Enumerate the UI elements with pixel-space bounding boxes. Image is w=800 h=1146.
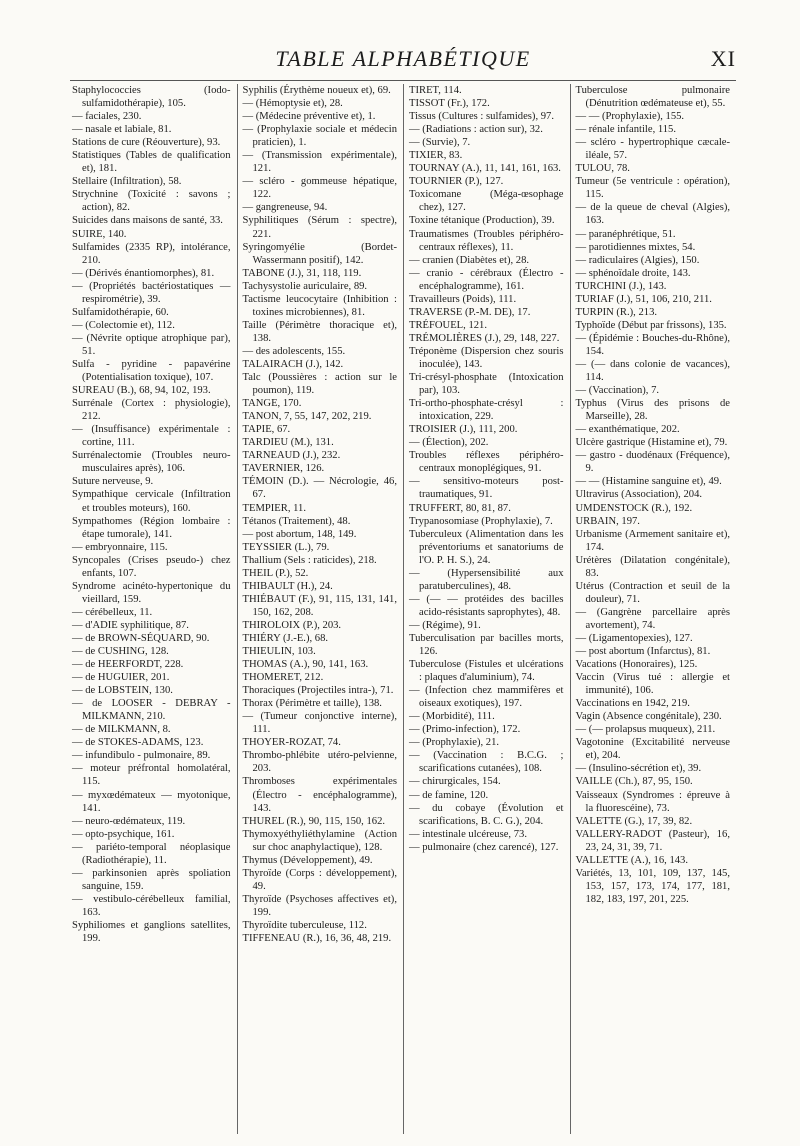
index-entry: — du cobaye (Évolution et scarifications, B. C. G.), 204.: [409, 802, 564, 827]
index-entry: TURCHINI (J.), 143.: [575, 280, 667, 292]
index-entry: TOURNIER (P.), 127.: [409, 176, 504, 188]
index-entry: Suture nerveuse, 9.: [72, 476, 154, 488]
index-entry: Strychnine (Toxicité : savons ; action), 82.: [72, 189, 231, 214]
index-entry: Tuberculose (Fistules et ulcérations : plaques d'aluminium), 74.: [409, 659, 564, 684]
index-column-3: [403, 84, 570, 1134]
index-entry: Taille (Périmètre thoracique et), 138.: [242, 319, 397, 344]
index-entry: — nasale et labiale, 81.: [72, 124, 172, 136]
index-entry: — (Survie), 7.: [409, 137, 471, 149]
index-entry: — neuro-œdémateux, 119.: [72, 815, 186, 827]
index-entry: — de famine, 120.: [409, 789, 489, 801]
index-entry: — (Hémoptysie et), 28.: [242, 98, 343, 110]
index-entry: Thrombo-phlébite utéro-pelvienne, 203.: [242, 750, 397, 775]
index-entry: — (Prophylaxie sociale et médecin praticien), 1.: [242, 124, 397, 149]
index-entry: UMDENSTOCK (R.), 192.: [575, 502, 693, 514]
index-entry: — cranio - cérébraux (Électro - encéphalogramme), 161.: [409, 267, 564, 292]
index-entry: Sympathique cervicale (Infiltration et troubles moteurs), 160.: [72, 489, 231, 514]
index-entry: Vagotonine (Excitabilité nerveuse et), 204.: [575, 737, 730, 762]
index-entry: Thromboses expérimentales (Électro - encéphalogramme), 143.: [242, 776, 397, 814]
index-entry: — (— — protéides des bacilles acido-résistants saprophytes), 48.: [409, 593, 564, 618]
index-entry: — rénale infantile, 115.: [575, 124, 677, 136]
index-column-1: [70, 84, 237, 1134]
index-entry: TIFFENEAU (R.), 16, 36, 48, 219.: [242, 933, 392, 945]
index-entry: — (Insuffisance) expérimentale : cortine, 111.: [72, 424, 231, 449]
index-entry: TROISIER (J.), 111, 200.: [409, 424, 518, 436]
index-entry: Tactisme leucocytaire (Inhibition : toxines microbiennes), 81.: [242, 293, 397, 318]
index-entry: Vaisseaux (Syndromes : épreuve à la fluorescéine), 73.: [575, 789, 730, 814]
index-entry: Tuberculose pulmonaire (Dénutrition œdémateuse et), 55.: [575, 85, 730, 110]
index-entry: — (Élection), 202.: [409, 437, 489, 449]
index-entry: Typhus (Virus des prisons de Marseille), 28.: [575, 398, 730, 423]
index-entry: THOMAS (A.), 90, 141, 163.: [242, 659, 369, 671]
index-entry: — (Infection chez mammifères et oiseaux exotiques), 197.: [409, 685, 564, 710]
index-entry: — parotidiennes mixtes, 54.: [575, 241, 696, 253]
index-entry: — (Prophylaxie), 21.: [409, 737, 500, 749]
index-entry: Sulfa - pyridine - papavérine (Potentialisation toxique), 107.: [72, 358, 231, 384]
index-entry: — gastro - duodénaux (Fréquence), 9.: [575, 450, 730, 475]
index-entry: Thyroïdite tuberculeuse, 112.: [242, 920, 367, 931]
index-entry: Syphilis (Érythème noueux et), 69.: [242, 85, 391, 96]
index-entry: TRUFFERT, 80, 81, 87.: [409, 502, 511, 514]
index-entry: Thymus (Développement), 49.: [242, 854, 373, 866]
index-entry: TANON, 7, 55, 147, 202, 219.: [242, 411, 372, 423]
index-entry: — (Névrite optique atrophique par), 51.: [72, 332, 231, 357]
index-entry: Thyroïde (Psychoses affectives et), 199.: [242, 893, 397, 918]
index-entry: Ulcère gastrique (Histamine et), 79.: [575, 437, 728, 449]
index-entry: VALLETTE (A.), 16, 143.: [575, 854, 688, 866]
index-entry: Typhoïde (Début par frissons), 135.: [575, 319, 727, 331]
index-entry: — (Primo-infection), 172.: [409, 724, 521, 736]
index-entry: — (Transmission expérimentale), 121.: [242, 150, 397, 175]
index-entry: — sphénoïdale droite, 143.: [575, 267, 691, 279]
index-entry: TALAIRACH (J.), 142.: [242, 358, 344, 370]
index-entry: THIÉRY (J.-E.), 68.: [242, 632, 329, 644]
index-entry: — de BROWN-SÉQUARD, 90.: [72, 632, 210, 644]
header-rule: [70, 80, 736, 81]
index-entry: — (Gangrène parcellaire après avortement), 74.: [575, 606, 730, 631]
index-entry: — post abortum, 148, 149.: [242, 528, 357, 540]
index-entry: Syphilitiques (Sérum : spectre), 221.: [242, 215, 397, 240]
index-entry: Vacations (Honoraires), 125.: [575, 659, 698, 671]
index-entry: TRÉFOUEL, 121.: [409, 319, 487, 331]
index-entry: THOYER-ROZAT, 74.: [242, 737, 341, 749]
index-entry: — vestibulo-cérébelleux familial, 163.: [72, 893, 231, 918]
index-entry: — cérébelleux, 11.: [72, 606, 153, 618]
index-entry: — des adolescents, 155.: [242, 345, 346, 357]
index-entry: — pariéto-temporal néoplasique (Radiothérapie), 11.: [72, 841, 231, 866]
index-entry: Travailleurs (Poids), 111.: [409, 293, 517, 305]
index-entry: Talc (Poussières : action sur le poumon), 119.: [242, 372, 397, 397]
index-entry: URBAIN, 197.: [575, 515, 640, 527]
index-entry: TEMPIER, 11.: [242, 502, 306, 514]
index-entry: Variétés, 13, 101, 109, 137, 145, 153, 157, 173, 174, 177, 181, 182, 183, 197, 201, 225.: [575, 867, 730, 905]
index-columns: [70, 84, 736, 1134]
index-entry: Syringomyélie (Bordet-Wassermann positif), 142.: [242, 241, 397, 266]
index-entry: — radiculaires (Algies), 150.: [575, 254, 700, 266]
index-entry: Vaccin (Virus tué : allergie et immunité), 106.: [575, 672, 730, 697]
index-entry: — intestinale ulcéreuse, 73.: [409, 828, 527, 840]
index-entry: Tri-crésyl-phosphate (Intoxication par), 103.: [409, 372, 564, 397]
index-entry: — de HEERFORDT, 228.: [72, 659, 184, 671]
index-entry: — scléro - gommeuse hépatique, 122.: [242, 176, 397, 201]
index-entry: — faciales, 230.: [72, 111, 142, 123]
index-entry: — (Médecine préventive et), 1.: [242, 111, 376, 123]
index-entry: — paranéphrétique, 51.: [575, 228, 676, 240]
index-entry: — scléro - hypertrophique cæcale-iléale, 57.: [575, 137, 730, 162]
index-entry: TURPIN (R.), 213.: [575, 306, 658, 318]
index-entry: SUREAU (B.), 68, 94, 102, 193.: [72, 385, 211, 397]
index-entry: TISSOT (Fr.), 172.: [409, 98, 490, 110]
index-entry: Stations de cure (Réouverture), 93.: [72, 137, 221, 149]
index-entry: TRAVERSE (P.-M. DE), 17.: [409, 306, 531, 318]
index-entry: Thyroïde (Corps : développement), 49.: [242, 867, 397, 892]
index-entry: Thymoxyéthyliéthylamine (Action sur choc anaphylactique), 128.: [242, 828, 397, 853]
index-entry: TAVERNIER, 126.: [242, 463, 325, 475]
index-entry: — (Morbidité), 111.: [409, 711, 495, 723]
index-entry: THIÉBAUT (F.), 91, 115, 131, 141, 150, 162, 208.: [242, 593, 397, 618]
index-entry: — post abortum (Infarctus), 81.: [575, 646, 711, 658]
index-entry: Tuberculeux (Alimentation dans les préventoriums et sanatoriums de l'O. P. H. S.), 24.: [409, 528, 564, 566]
index-entry: TAPIE, 67.: [242, 424, 291, 436]
index-entry: THIEULIN, 103.: [242, 646, 316, 658]
index-entry: — cranien (Diabètes et), 28.: [409, 254, 530, 266]
index-entry: Urétères (Dilatation congénitale), 83.: [575, 554, 730, 579]
index-entry: — (Propriétés bactériostatiques — respirométrie), 39.: [72, 280, 231, 305]
index-entry: Surrénale (Cortex : physiologie), 212.: [72, 398, 231, 423]
index-entry: Traumatismes (Troubles périphéro-centraux réflexes), 11.: [409, 228, 564, 253]
index-column-4: [570, 84, 737, 1134]
index-entry: — sensitivo-moteurs post-traumatiques, 91.: [409, 476, 564, 501]
index-entry: Toxicomane (Méga-œsophage chez), 127.: [409, 189, 564, 214]
index-entry: TULOU, 78.: [575, 163, 630, 175]
index-entry: — chirurgicales, 154.: [409, 776, 501, 788]
index-entry: — (Vaccination : B.C.G. ; scarifications cutanées), 108.: [409, 750, 564, 775]
index-entry: — gangreneuse, 94.: [242, 202, 328, 214]
index-entry: Staphylococcies (Iodo-sulfamidothérapie), 105.: [72, 85, 231, 110]
index-entry: TÉMOIN (D.). — Nécrologie, 46, 67.: [242, 476, 397, 501]
index-entry: — embryonnaire, 115.: [72, 541, 168, 553]
index-entry: — de MILKMANN, 8.: [72, 724, 171, 736]
index-entry: — de LOOSER - DEBRAY - MILKMANN, 210.: [72, 698, 231, 723]
index-entry: Tréponème (Dispersion chez souris inoculée), 143.: [409, 345, 564, 370]
index-entry: — d'ADIE syphilitique, 87.: [72, 619, 189, 631]
index-entry: Sulfamides (2335 RP), intolérance, 210.: [72, 241, 231, 266]
index-entry: Surrénalectomie (Troubles neuro-musculaires après), 106.: [72, 450, 231, 475]
index-entry: TEYSSIER (L.), 79.: [242, 541, 330, 553]
index-entry: Tuberculisation par bacilles morts, 126.: [409, 632, 564, 658]
index-entry: THUREL (R.), 90, 115, 150, 162.: [242, 815, 386, 827]
index-entry: — de STOKES-ADAMS, 123.: [72, 737, 204, 749]
index-entry: — (Ligamentopexies), 127.: [575, 632, 693, 644]
index-entry: TRÉMOLIÈRES (J.), 29, 148, 227.: [409, 332, 560, 344]
index-entry: Stellaire (Infiltration), 58.: [72, 176, 182, 188]
index-entry: Trypanosomiase (Prophylaxie), 7.: [409, 515, 553, 527]
index-entry: Syndrome acinéto-hypertonique du vieillard, 159.: [72, 580, 231, 605]
index-entry: Suicides dans maisons de santé, 33.: [72, 215, 223, 227]
index-entry: — opto-psychique, 161.: [72, 828, 175, 840]
index-entry: — (Insulino-sécrétion et), 39.: [575, 763, 702, 775]
index-entry: — (Hypersensibilité aux paratuberculines), 48.: [409, 567, 564, 592]
index-entry: — — (Histamine sanguine et), 49.: [575, 476, 722, 488]
index-entry: — (Radiations : action sur), 32.: [409, 124, 543, 136]
index-entry: — — (Prophylaxie), 155.: [575, 111, 685, 123]
index-column-2: [237, 84, 404, 1134]
index-entry: Tétanos (Traitement), 48.: [242, 515, 351, 527]
index-entry: — moteur préfrontal homolatéral, 115.: [72, 763, 231, 788]
index-entry: Thoraciques (Projectiles intra-), 71.: [242, 685, 394, 697]
index-entry: — myxœdémateux — myotonique, 141.: [72, 789, 231, 814]
index-entry: Tumeur (5e ventricule : opération), 115.: [575, 176, 730, 201]
index-entry: Tri-ortho-phosphate-crésyl : intoxication, 229.: [409, 398, 564, 423]
page-number: XI: [710, 46, 736, 71]
index-entry: — (Colectomie et), 112.: [72, 319, 175, 331]
index-entry: Statistiques (Tables de qualification et), 181.: [72, 150, 231, 175]
index-entry: THIROLOIX (P.), 203.: [242, 619, 342, 631]
index-entry: TABONE (J.), 31, 118, 119.: [242, 267, 362, 279]
index-entry: — (Tumeur conjonctive interne), 111.: [242, 711, 397, 736]
index-entry: THIBAULT (H.), 24.: [242, 580, 333, 592]
index-entry: — pulmonaire (chez carencé), 127.: [409, 841, 559, 853]
index-entry: Toxine tétanique (Production), 39.: [409, 215, 555, 227]
index-entry: Urbanisme (Armement sanitaire et), 174.: [575, 528, 730, 553]
index-entry: — (— dans colonie de vacances), 114.: [575, 358, 730, 384]
index-entry: Tachysystolie auriculaire, 89.: [242, 280, 368, 292]
index-entry: Utérus (Contraction et seuil de la douleur), 71.: [575, 580, 730, 605]
index-entry: TOURNAY (A.), 11, 141, 161, 163.: [409, 163, 561, 175]
index-entry: TURIAF (J.), 51, 106, 210, 211.: [575, 293, 712, 305]
index-entry: THOMERET, 212.: [242, 672, 324, 684]
index-entry: Thallium (Sels : raticides), 218.: [242, 554, 377, 566]
index-entry: — exanthématique, 202.: [575, 424, 680, 436]
index-entry: Ultravirus (Association), 204.: [575, 489, 703, 501]
index-entry: VALETTE (G.), 17, 39, 82.: [575, 815, 693, 827]
index-entry: SUIRE, 140.: [72, 228, 127, 240]
index-entry: Tissus (Cultures : sulfamides), 97.: [409, 111, 554, 123]
index-entry: — (Épidémie : Bouches-du-Rhône), 154.: [575, 332, 730, 357]
index-entry: — (Vaccination), 7.: [575, 385, 660, 397]
index-entry: TIXIER, 83.: [409, 150, 463, 162]
index-entry: — de la queue de cheval (Algies), 163.: [575, 202, 730, 227]
index-entry: Sympathomes (Région lombaire : étape tumorale), 141.: [72, 515, 231, 540]
index-entry: — (Dérivés énantiomorphes), 81.: [72, 267, 215, 279]
index-entry: — infundibulo - pulmonaire, 89.: [72, 750, 211, 762]
index-entry: — (— prolapsus muqueux), 211.: [575, 724, 716, 736]
index-entry: — de LOBSTEIN, 130.: [72, 685, 173, 697]
index-entry: — (Régime), 91.: [409, 619, 481, 631]
index-entry: VAILLE (Ch.), 87, 95, 150.: [575, 776, 693, 788]
index-entry: — de HUGUIER, 201.: [72, 672, 170, 684]
index-entry: Sulfamidothérapie, 60.: [72, 306, 169, 318]
index-entry: Thorax (Périmètre et taille), 138.: [242, 698, 382, 710]
page-title: TABLE ALPHABÉTIQUE: [275, 46, 531, 71]
index-entry: TARNEAUD (J.), 232.: [242, 450, 341, 462]
index-entry: TIRET, 114.: [409, 85, 462, 96]
index-entry: Vagin (Absence congénitale), 230.: [575, 711, 722, 723]
index-entry: Syncopales (Crises pseudo-) chez enfants, 107.: [72, 554, 231, 579]
index-entry: Troubles réflexes périphéro-centraux monoplégiques, 91.: [409, 450, 564, 475]
index-entry: — de CUSHING, 128.: [72, 646, 169, 658]
index-entry: — parkinsonien après spoliation sanguine, 159.: [72, 867, 231, 892]
index-entry: VALLERY-RADOT (Pasteur), 16, 23, 24, 31, 39, 71.: [575, 828, 730, 853]
index-entry: TARDIEU (M.), 131.: [242, 437, 334, 449]
index-entry: TANGE, 170.: [242, 398, 302, 410]
page-header: [70, 44, 736, 78]
index-entry: Syphiliomes et ganglions satellites, 199.: [72, 920, 231, 945]
index-entry: Vaccinations en 1942, 219.: [575, 698, 690, 710]
index-entry: THEIL (P.), 52.: [242, 567, 309, 579]
